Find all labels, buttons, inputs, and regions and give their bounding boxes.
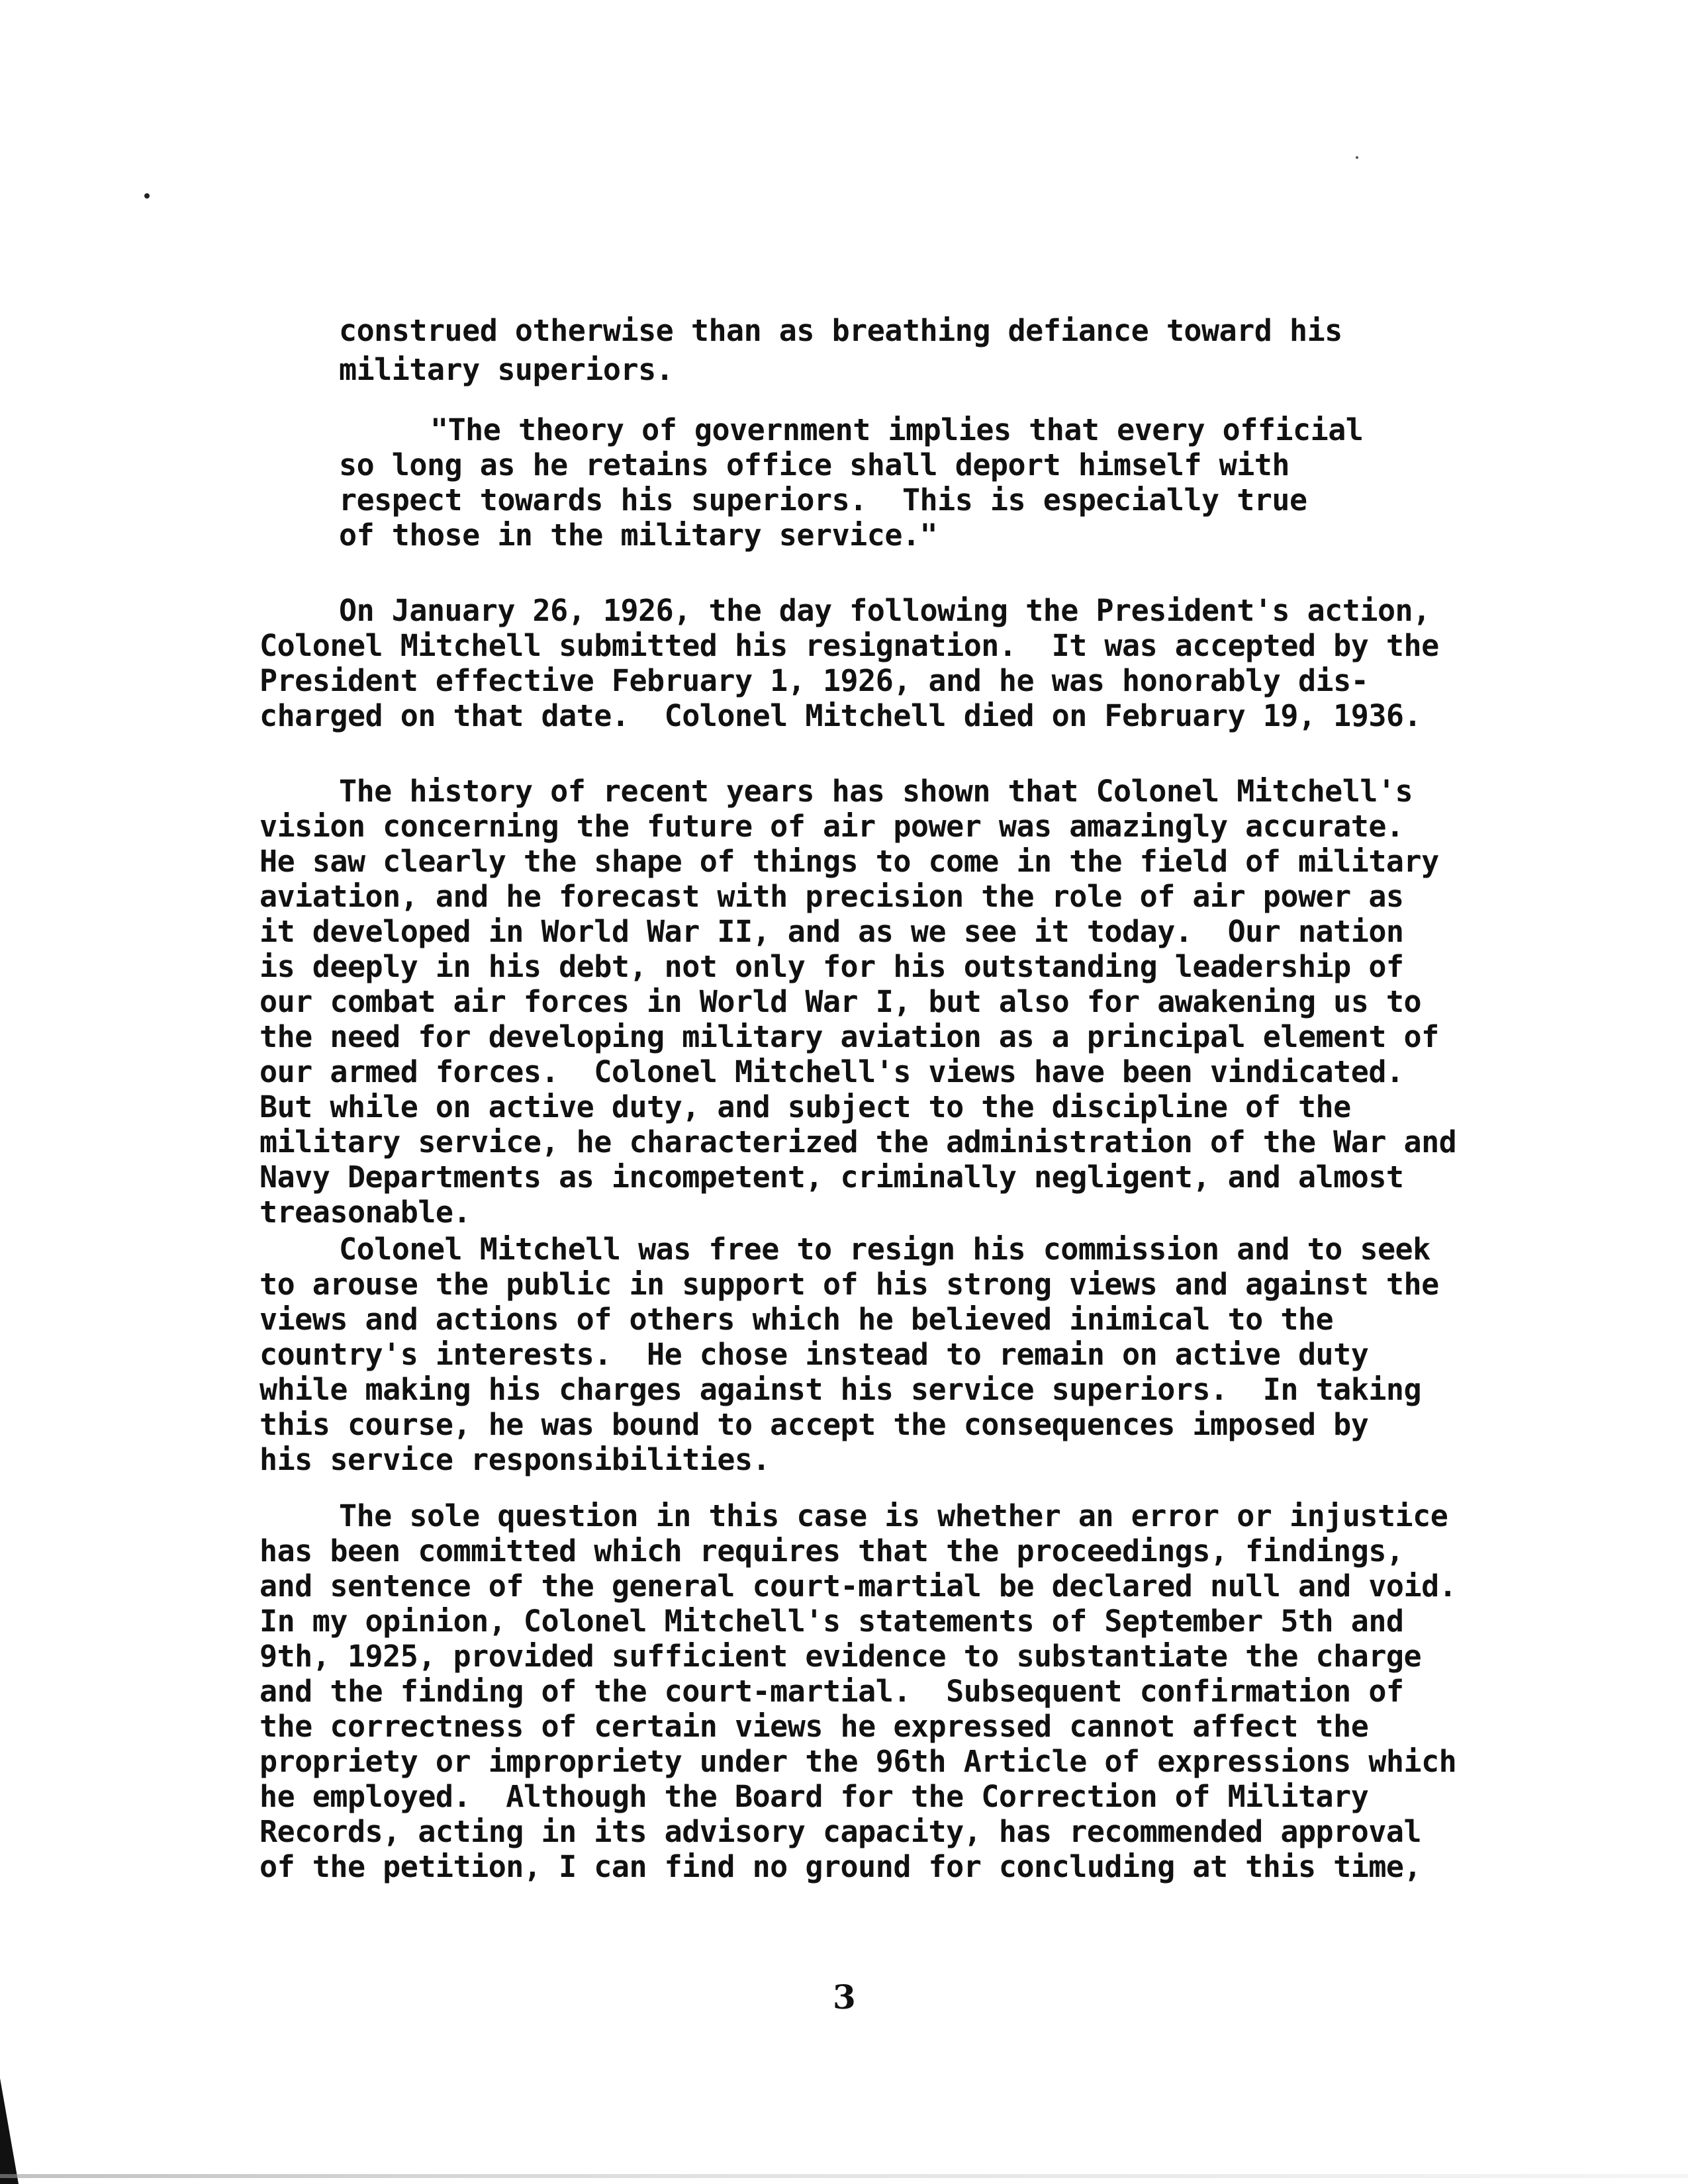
- text-line: and sentence of the general court-martial be declared null and void.: [259, 1569, 1457, 1604]
- text-line: the need for developing military aviation as a principal element of: [259, 1019, 1439, 1054]
- text-line: he employed. Although the Board for the Correction of Military: [259, 1779, 1369, 1814]
- stray-dot: [1356, 156, 1358, 159]
- text-line: The history of recent years has shown that Colonel Mitchell's: [339, 774, 1413, 809]
- text-line: our armed forces. Colonel Mitchell's views have been vindicated.: [259, 1054, 1404, 1089]
- text-line: Colonel Mitchell submitted his resignation. It was accepted by the: [259, 628, 1439, 663]
- text-line: He saw clearly the shape of things to come in the field of military: [259, 844, 1439, 879]
- text-line: Navy Departments as incompetent, criminally negligent, and almost: [259, 1160, 1404, 1195]
- text-line: propriety or impropriety under the 96th Article of expressions which: [259, 1744, 1457, 1779]
- text-line: charged on that date. Colonel Mitchell died on February 19, 1936.: [259, 698, 1422, 733]
- text-line: his service responsibilities.: [259, 1442, 771, 1477]
- stray-dot: [144, 193, 150, 199]
- text-line: it developed in World War II, and as we see it today. Our nation: [259, 914, 1404, 949]
- text-line: The sole question in this case is whether an error or injustice: [339, 1498, 1448, 1533]
- text-line: our combat air forces in World War I, but also for awakening us to: [259, 984, 1422, 1019]
- text-line: to arouse the public in support of his strong views and against the: [259, 1267, 1439, 1302]
- text-line: military service, he characterized the administration of the War and: [259, 1124, 1457, 1160]
- text-line: President effective February 1, 1926, and he was honorably dis-: [259, 663, 1369, 698]
- text-line: so long as he retains office shall deport himself with: [339, 447, 1289, 482]
- text-line: while making his charges against his service superiors. In taking: [259, 1372, 1422, 1407]
- text-line: of those in the military service.": [339, 518, 938, 553]
- text-line: treasonable.: [259, 1195, 471, 1230]
- text-line: and the finding of the court-martial. Subsequent confirmation of: [259, 1674, 1404, 1709]
- text-line: is deeply in his debt, not only for his outstanding leadership of: [259, 949, 1404, 984]
- text-line: this course, he was bound to accept the consequences imposed by: [259, 1407, 1369, 1442]
- text-line: Records, acting in its advisory capacity, has recommended approval: [259, 1814, 1422, 1849]
- text-line: "The theory of government implies that every official: [430, 412, 1364, 447]
- text-line: has been committed which requires that the proceedings, findings,: [259, 1533, 1404, 1569]
- text-line: But while on active duty, and subject to the discipline of the: [259, 1089, 1351, 1124]
- text-line: 9th, 1925, provided sufficient evidence to substantiate the charge: [259, 1639, 1422, 1674]
- text-line: In my opinion, Colonel Mitchell's statements of September 5th and: [259, 1604, 1404, 1639]
- text-line: the correctness of certain views he expressed cannot affect the: [259, 1709, 1369, 1744]
- text-line: aviation, and he forecast with precision the role of air power as: [259, 879, 1404, 914]
- text-line: respect towards his superiors. This is especially true: [339, 482, 1307, 518]
- text-line: country's interests. He chose instead to remain on active duty: [259, 1337, 1369, 1372]
- scan-bottom-edge: [0, 2174, 1688, 2178]
- text-line: vision concerning the future of air power was amazingly accurate.: [259, 809, 1404, 844]
- text-line: views and actions of others which he believed inimical to the: [259, 1302, 1334, 1337]
- page-number: 3: [833, 1978, 856, 2017]
- scan-edge-shadow: [0, 2078, 19, 2184]
- text-line: Colonel Mitchell was free to resign his commission and to seek: [339, 1232, 1430, 1267]
- text-line: military superiors.: [339, 352, 674, 387]
- text-line: On January 26, 1926, the day following the President's action,: [339, 593, 1430, 628]
- text-line: construed otherwise than as breathing defiance toward his: [339, 313, 1342, 348]
- text-line: of the petition, I can find no ground for concluding at this time,: [259, 1849, 1422, 1884]
